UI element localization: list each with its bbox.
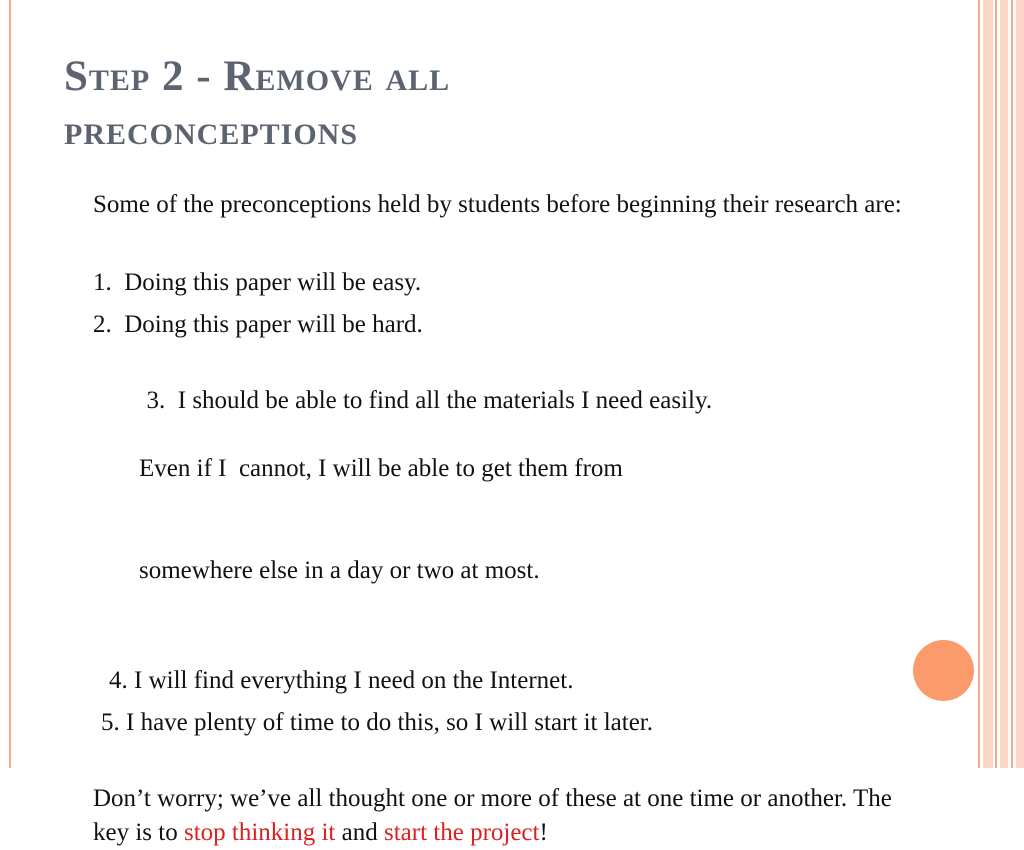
list-item-2: 2. Doing this paper will be hard. <box>93 311 423 338</box>
stripe <box>1000 0 1008 768</box>
title-line-2: preconceptions <box>64 107 359 154</box>
slide-title <box>64 50 944 158</box>
decorative-circle <box>913 640 974 701</box>
stripe <box>995 0 997 768</box>
slide-body <box>93 188 913 850</box>
list-item-3-continuation-2: somewhere else in a day or two at most. <box>139 557 540 584</box>
stripe <box>983 0 993 768</box>
intro-paragraph: Some of the preconceptions held by students before beginning their research are: <box>93 191 902 218</box>
list-item-3-text: 3. I should be able to find all the materials I need easily. <box>146 387 713 414</box>
closing-text-2: and <box>335 819 384 846</box>
highlight-start-project: start the project <box>383 819 540 846</box>
stripe <box>978 0 980 768</box>
list-item-3 <box>93 350 913 656</box>
list-item-3-continuation-1: Even if I cannot, I will be able to get them from <box>139 455 623 482</box>
left-border-line <box>9 0 11 768</box>
highlight-stop-thinking: stop thinking it <box>183 819 336 846</box>
list-item-5: 5. I have plenty of time to do this, so I will start it later. <box>101 709 653 736</box>
closing-text-3: ! <box>539 819 548 846</box>
right-decorative-stripes <box>978 0 1024 768</box>
closing-paragraph <box>93 782 913 850</box>
list-item-1: 1. Doing this paper will be easy. <box>93 269 422 296</box>
title-line-1: Step 2 - Remove all <box>64 53 451 100</box>
stripe <box>1011 0 1013 768</box>
closing-text-1: Don’t worry; we’ve all thought one or more of these at one time or another. The key is to <box>93 785 892 846</box>
list-item-4: 4. I will find everything I need on the Internet. <box>109 667 574 694</box>
stripe <box>1016 0 1024 768</box>
